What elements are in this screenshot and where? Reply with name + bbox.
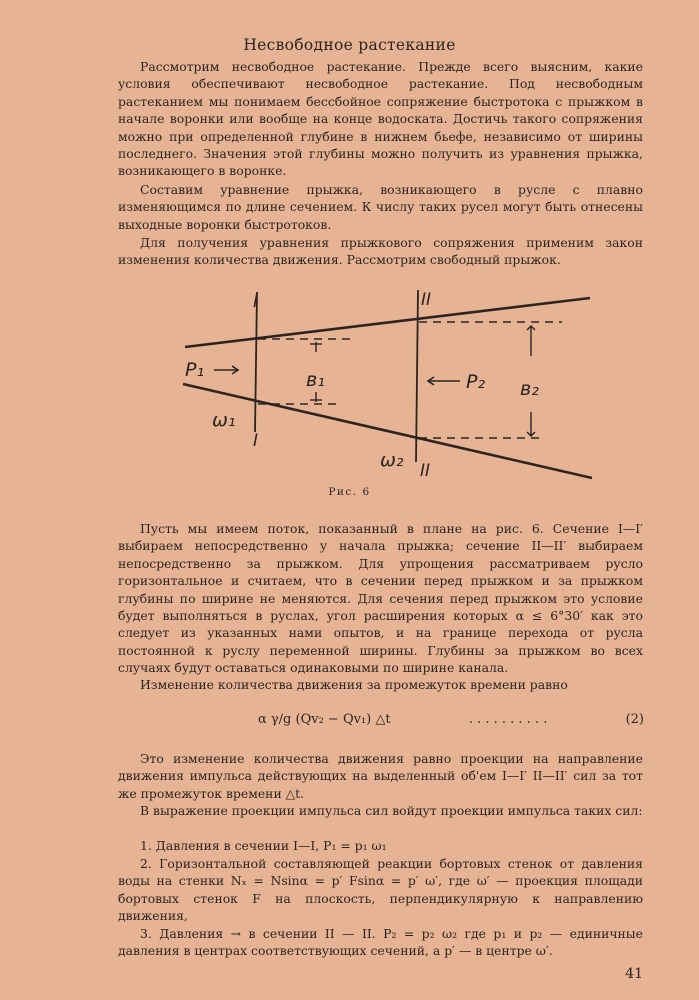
- paragraph-text: Для получения уравнения прыжкового сопряжения применим закон изменения количества движения. Рассмотрим свободный прыжок.: [118, 235, 643, 268]
- page-title: Несвободное растекание: [243, 36, 456, 54]
- paragraph-text: В выражение проекции импульса сил войдут проекции импульса таких сил:: [140, 803, 643, 818]
- formula-2: [258, 712, 644, 727]
- paragraph-text: Рассмотрим несвободное растекание. Прежде всего выясним, какие условия обеспечивают несвободное растекание. Под несвободным растеканием мы понимаем бессбойное сопряжение быстротока с прыжком в начале воронки или вообще на конце водоската. Достичь такого сопряжения можно при определенной глубине в нижнем бьефе, независимо от ширины последнего. Значения этой глубины можно получить из уравнения прыжка, возникающего в воронке.: [118, 59, 643, 179]
- paragraph-text: Это изменение количества движения равно проекции на направление движения импульса действующих на выделенный об'ем I—I′ II—II′ сил за тот же промежуток времени △t.: [118, 751, 643, 801]
- section-2-line: [416, 290, 418, 462]
- upper-wall-line: [185, 298, 590, 347]
- page-number: 41: [625, 966, 643, 982]
- paragraph-section-choice: [118, 520, 643, 677]
- list-item-2: [118, 855, 643, 925]
- paragraph-impulse-projection: [118, 750, 643, 802]
- label-p2: P₂: [466, 371, 486, 393]
- formula-dots: . . . . . . . . . .: [468, 712, 548, 727]
- paragraph-forces-intro: [118, 802, 643, 819]
- paragraph-text: Составим уравнение прыжка, возникающего в русле с плавно изменяющимся по длине сечением. К числу таких русел могут быть отнесены выходные воронки быстротоков.: [118, 182, 643, 232]
- label-w2: ω₂: [380, 449, 404, 471]
- list-item-text: 2. Горизонтальной составляющей реакции бортовых стенок от давления воды на стенки Nₓ = Nsinα = p′ Fsinα = p′ ω′, где ω′ — проекция площади бортовых стенок F на плоскость, перпендикулярную к направлению движения,: [118, 856, 643, 924]
- label-sec1-bottom: I: [253, 431, 259, 451]
- section-1-line: [255, 292, 257, 432]
- label-w1: ω₁: [212, 409, 236, 431]
- label-b1: в₁: [306, 369, 325, 391]
- label-sec1-top: I: [253, 292, 259, 312]
- label-p1: P₁: [185, 359, 205, 381]
- list-item-text: 1. Давления в сечении I—I, P₁ = p₁ ω₁: [140, 838, 387, 853]
- formula-number: (2): [625, 712, 644, 727]
- paragraph-text: Изменение количества движения за промежуток времени равно: [140, 677, 568, 692]
- figure-caption: Рис. 6: [328, 486, 371, 498]
- paragraph-momentum-change: [118, 676, 643, 693]
- formula-expression: α γ/g (Qv₂ − Qv₁) △t: [258, 712, 391, 727]
- list-item-3: [118, 925, 643, 960]
- list-item-text: 3. Давления → в сечении II — II. P₂ = p₂ ω₂ где p₁ и p₂ — единичные давления в центрах соответствующих сечений, а p′ — в центре ω′.: [118, 926, 643, 959]
- label-sec2-bottom: II: [420, 461, 431, 481]
- paragraph-text: Пусть мы имеем поток, показанный в плане на рис. 6. Сечение I—I′ выбираем непосредственно у начала прыжка; сечение II—II′ выбираем непосредственно за прыжком. Для упрощения рассматриваем русло горизонтальное и считаем, что в сечении перед прыжком и за прыжком глубины по ширине не меняются. Для сечения перед прыжком это условие будет выполняться в руслах, угол расширения которых α ≤ 6°30′ как это следует из указанных нами опытов, и на границе перехода от русла постоянной к руслу переменной ширины. Глубины за прыжком во всех случаях будут оставаться одинаковыми по ширине канала.: [118, 521, 643, 676]
- list-item-1: [118, 837, 643, 854]
- label-sec2-top: II: [421, 290, 432, 310]
- label-b2: в₂: [520, 378, 539, 400]
